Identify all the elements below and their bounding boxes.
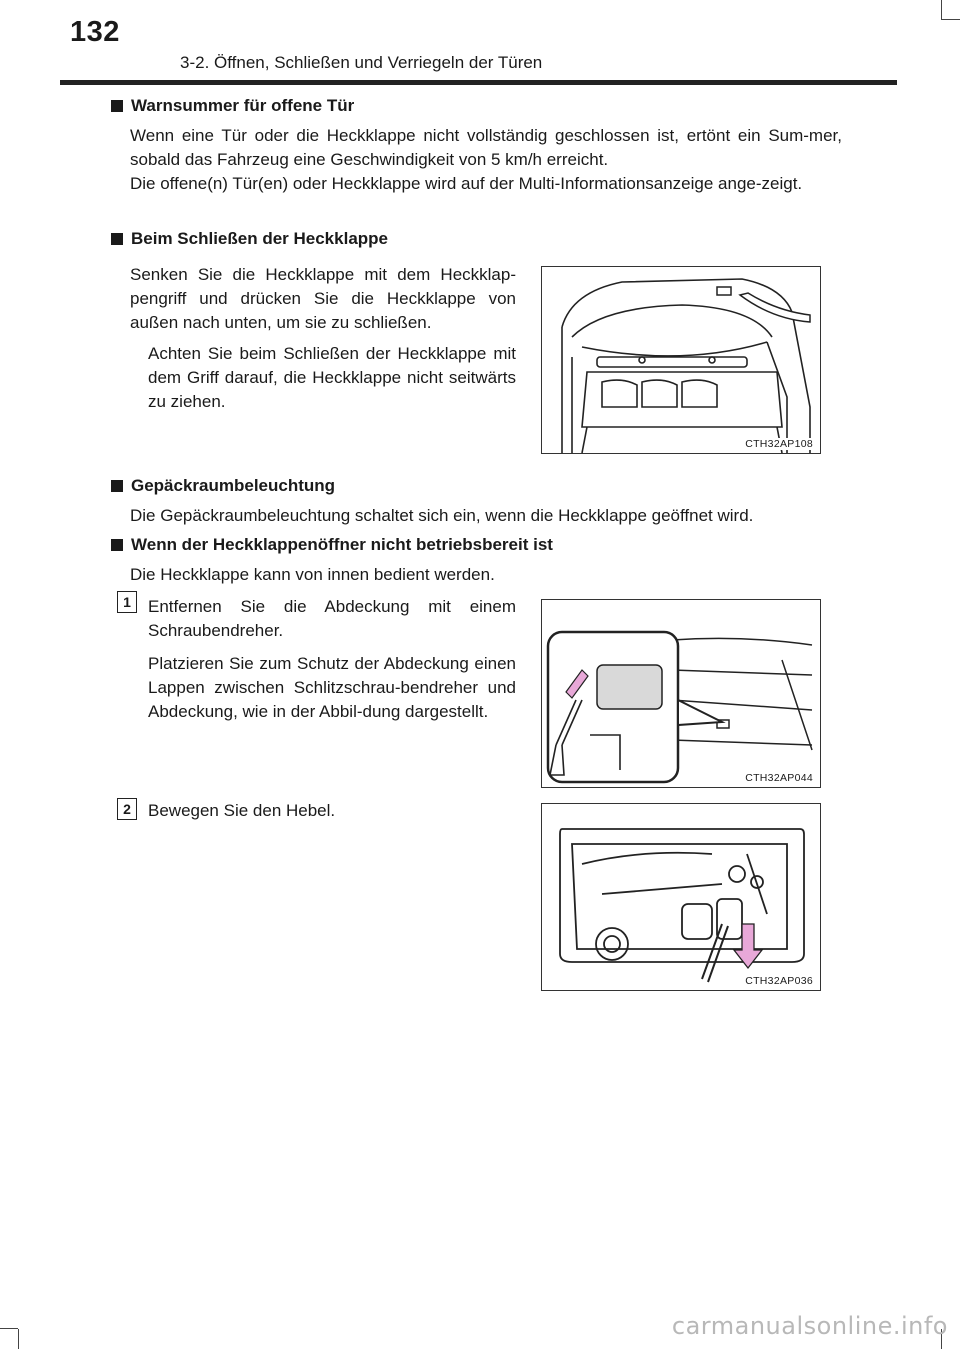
black-square-icon: [111, 539, 123, 551]
crop-mark: [18, 1329, 19, 1349]
page-header: [0, 0, 960, 90]
heading-text: Gepäckraumbeleuchtung: [131, 476, 336, 495]
section-heading-schliessen: [111, 229, 388, 249]
figure-code: CTH32AP044: [745, 772, 813, 784]
step-number-badge: 2: [117, 798, 137, 820]
heading-text: Wenn der Heckklappenöffner nicht betriebsbereit ist: [131, 535, 553, 554]
crop-mark: [0, 1328, 18, 1329]
section-heading-oeffner: [111, 535, 553, 555]
paragraph: Platzieren Sie zum Schutz der Abdeckung einen Lappen zwischen Schlitzschrau-bendreher und Abdeckung, wie in der Abbil-dung dargestellt.: [148, 654, 516, 721]
lever-illustration: [542, 804, 820, 990]
section-heading-beleuchtung: [111, 476, 335, 496]
step-number-badge: 1: [117, 591, 137, 613]
paragraph: Wenn eine Tür oder die Heckklappe nicht vollständig geschlossen ist, ertönt ein Sum-mer, sobald das Fahrzeug eine Geschwindigkeit von 5 km/h erreicht.: [130, 126, 842, 169]
page-number: 132: [70, 16, 120, 48]
cover-removal-illustration: [542, 600, 820, 787]
black-square-icon: [111, 233, 123, 245]
paragraph: Die offene(n) Tür(en) oder Heckklappe wird auf der Multi-Informationsanzeige ange-zeigt.: [130, 174, 803, 193]
figure-code: CTH32AP036: [745, 975, 813, 987]
paragraph: Entfernen Sie die Abdeckung mit einem Schraubendreher.: [148, 597, 516, 640]
black-square-icon: [111, 100, 123, 112]
paragraph: Bewegen Sie den Hebel.: [148, 801, 336, 820]
watermark: carmanualsonline.info: [671, 1312, 948, 1340]
tailgate-illustration: [542, 267, 820, 453]
heading-text: Beim Schließen der Heckklappe: [131, 229, 388, 248]
heading-text: Warnsummer für offene Tür: [131, 96, 355, 115]
lever-figure: [541, 803, 821, 991]
paragraph: Achten Sie beim Schließen der Heckklappe mit dem Griff darauf, die Heckklappe nicht seitwärts zu ziehen.: [148, 344, 516, 411]
paragraph: Senken Sie die Heckklappe mit dem Heckklap-pengriff und drücken Sie die Heckklappe von außen nach unten, um sie zu schließen.: [130, 265, 516, 332]
header-rule: [60, 80, 897, 85]
section-heading-warnsummer: [111, 96, 354, 116]
tailgate-closing-figure: [541, 266, 821, 454]
figure-code: CTH32AP108: [745, 438, 813, 450]
paragraph: Die Heckklappe kann von innen bedient werden.: [130, 565, 495, 584]
black-square-icon: [111, 480, 123, 492]
paragraph: Die Gepäckraumbeleuchtung schaltet sich ein, wenn die Heckklappe geöffnet wird.: [130, 506, 754, 525]
chapter-title: 3-2. Öffnen, Schließen und Verriegeln der Türen: [180, 53, 543, 72]
cover-removal-figure: [541, 599, 821, 788]
